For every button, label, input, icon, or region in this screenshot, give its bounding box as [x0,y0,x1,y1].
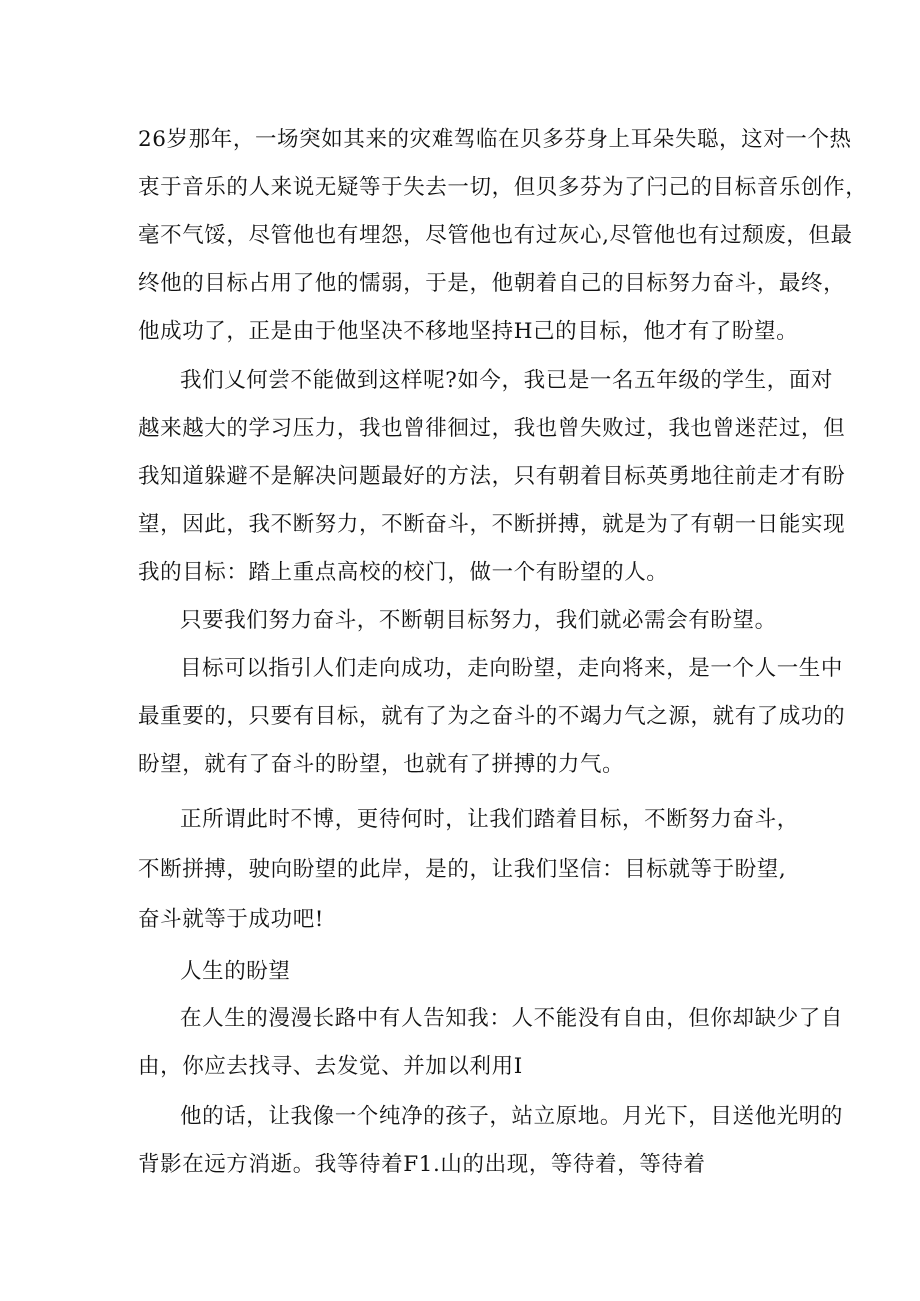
text-line: 26岁那年，一场突如其来的灾难驾临在贝多芬身上耳朵失聪，这对一个热 [138,127,852,152]
text-line: 我知道躲避不是解决问题最好的方法，只有朝着目标英勇地往前走才有盼 [138,464,846,489]
text-line: 毫不气馁，尽管他也有埋怨，尽管他也有过灰心,尽管他也有过颓废，但最 [138,223,853,248]
text-line: 越来越大的学习压力，我也曾徘徊过，我也曾失败过，我也曾迷茫过，但 [138,416,846,441]
text-line: 最重要的，只要有目标，就有了为之奋斗的不竭力气之源，就有了成功的 [138,704,846,729]
text-line: 我们乂何尝不能做到这样呢?如今，我已是一名五年级的学生，面对 [180,368,834,393]
text-line: 背影在远方消逝。我等待着F1.山的出现，等待着，等待着 [138,1152,706,1177]
text-line: 盼望，就有了奋斗的盼望，也就有了拼搏的力气。 [138,752,625,777]
text-line: 不断拼搏，驶向盼望的此岸，是的，让我们坚信：目标就等于盼望, [138,857,787,882]
text-line: 由，你应去找寻、去发觉、并加以利用I [138,1054,523,1079]
section-heading: 人生的盼望 [180,959,291,984]
text-line: 目标可以指引人们走向成功，走向盼望，走向将来，是一个人一生中 [180,656,844,681]
text-line: 只要我们努力奋斗，不断朝目标努力，我们就必需会有盼望。 [180,608,777,633]
text-line: 望，因此，我不断努力，不断奋斗，不断拼搏，就是为了有朝一日能实现 [138,512,846,537]
text-line: 在人生的漫漫长路中有人告知我：人不能没有自由，但你却缺少了自 [180,1006,844,1031]
text-line: 奋斗就等于成功吧! [138,907,325,932]
text-line: 我的目标：踏上重点高校的校门，做一个有盼望的人。 [138,560,669,585]
text-line: 他成功了，正是由于他坚决不移地坚持H己的目标，他才有了盼望。 [138,319,799,344]
text-line: 衷于音乐的人来说无疑等于失去一切，但贝多芬为了闩己的目标音乐创作， [138,175,868,200]
text-line: 他的话，让我像一个纯净的孩子，站立原地。月光下，目送他光明的 [180,1104,844,1129]
text-line: 终他的目标占用了他的懦弱，于是，他朝着自己的目标努力奋斗，最终， [138,271,846,296]
text-line: 正所谓此时不博，更待何时，让我们踏着目标，不断努力奋斗， [180,807,799,832]
